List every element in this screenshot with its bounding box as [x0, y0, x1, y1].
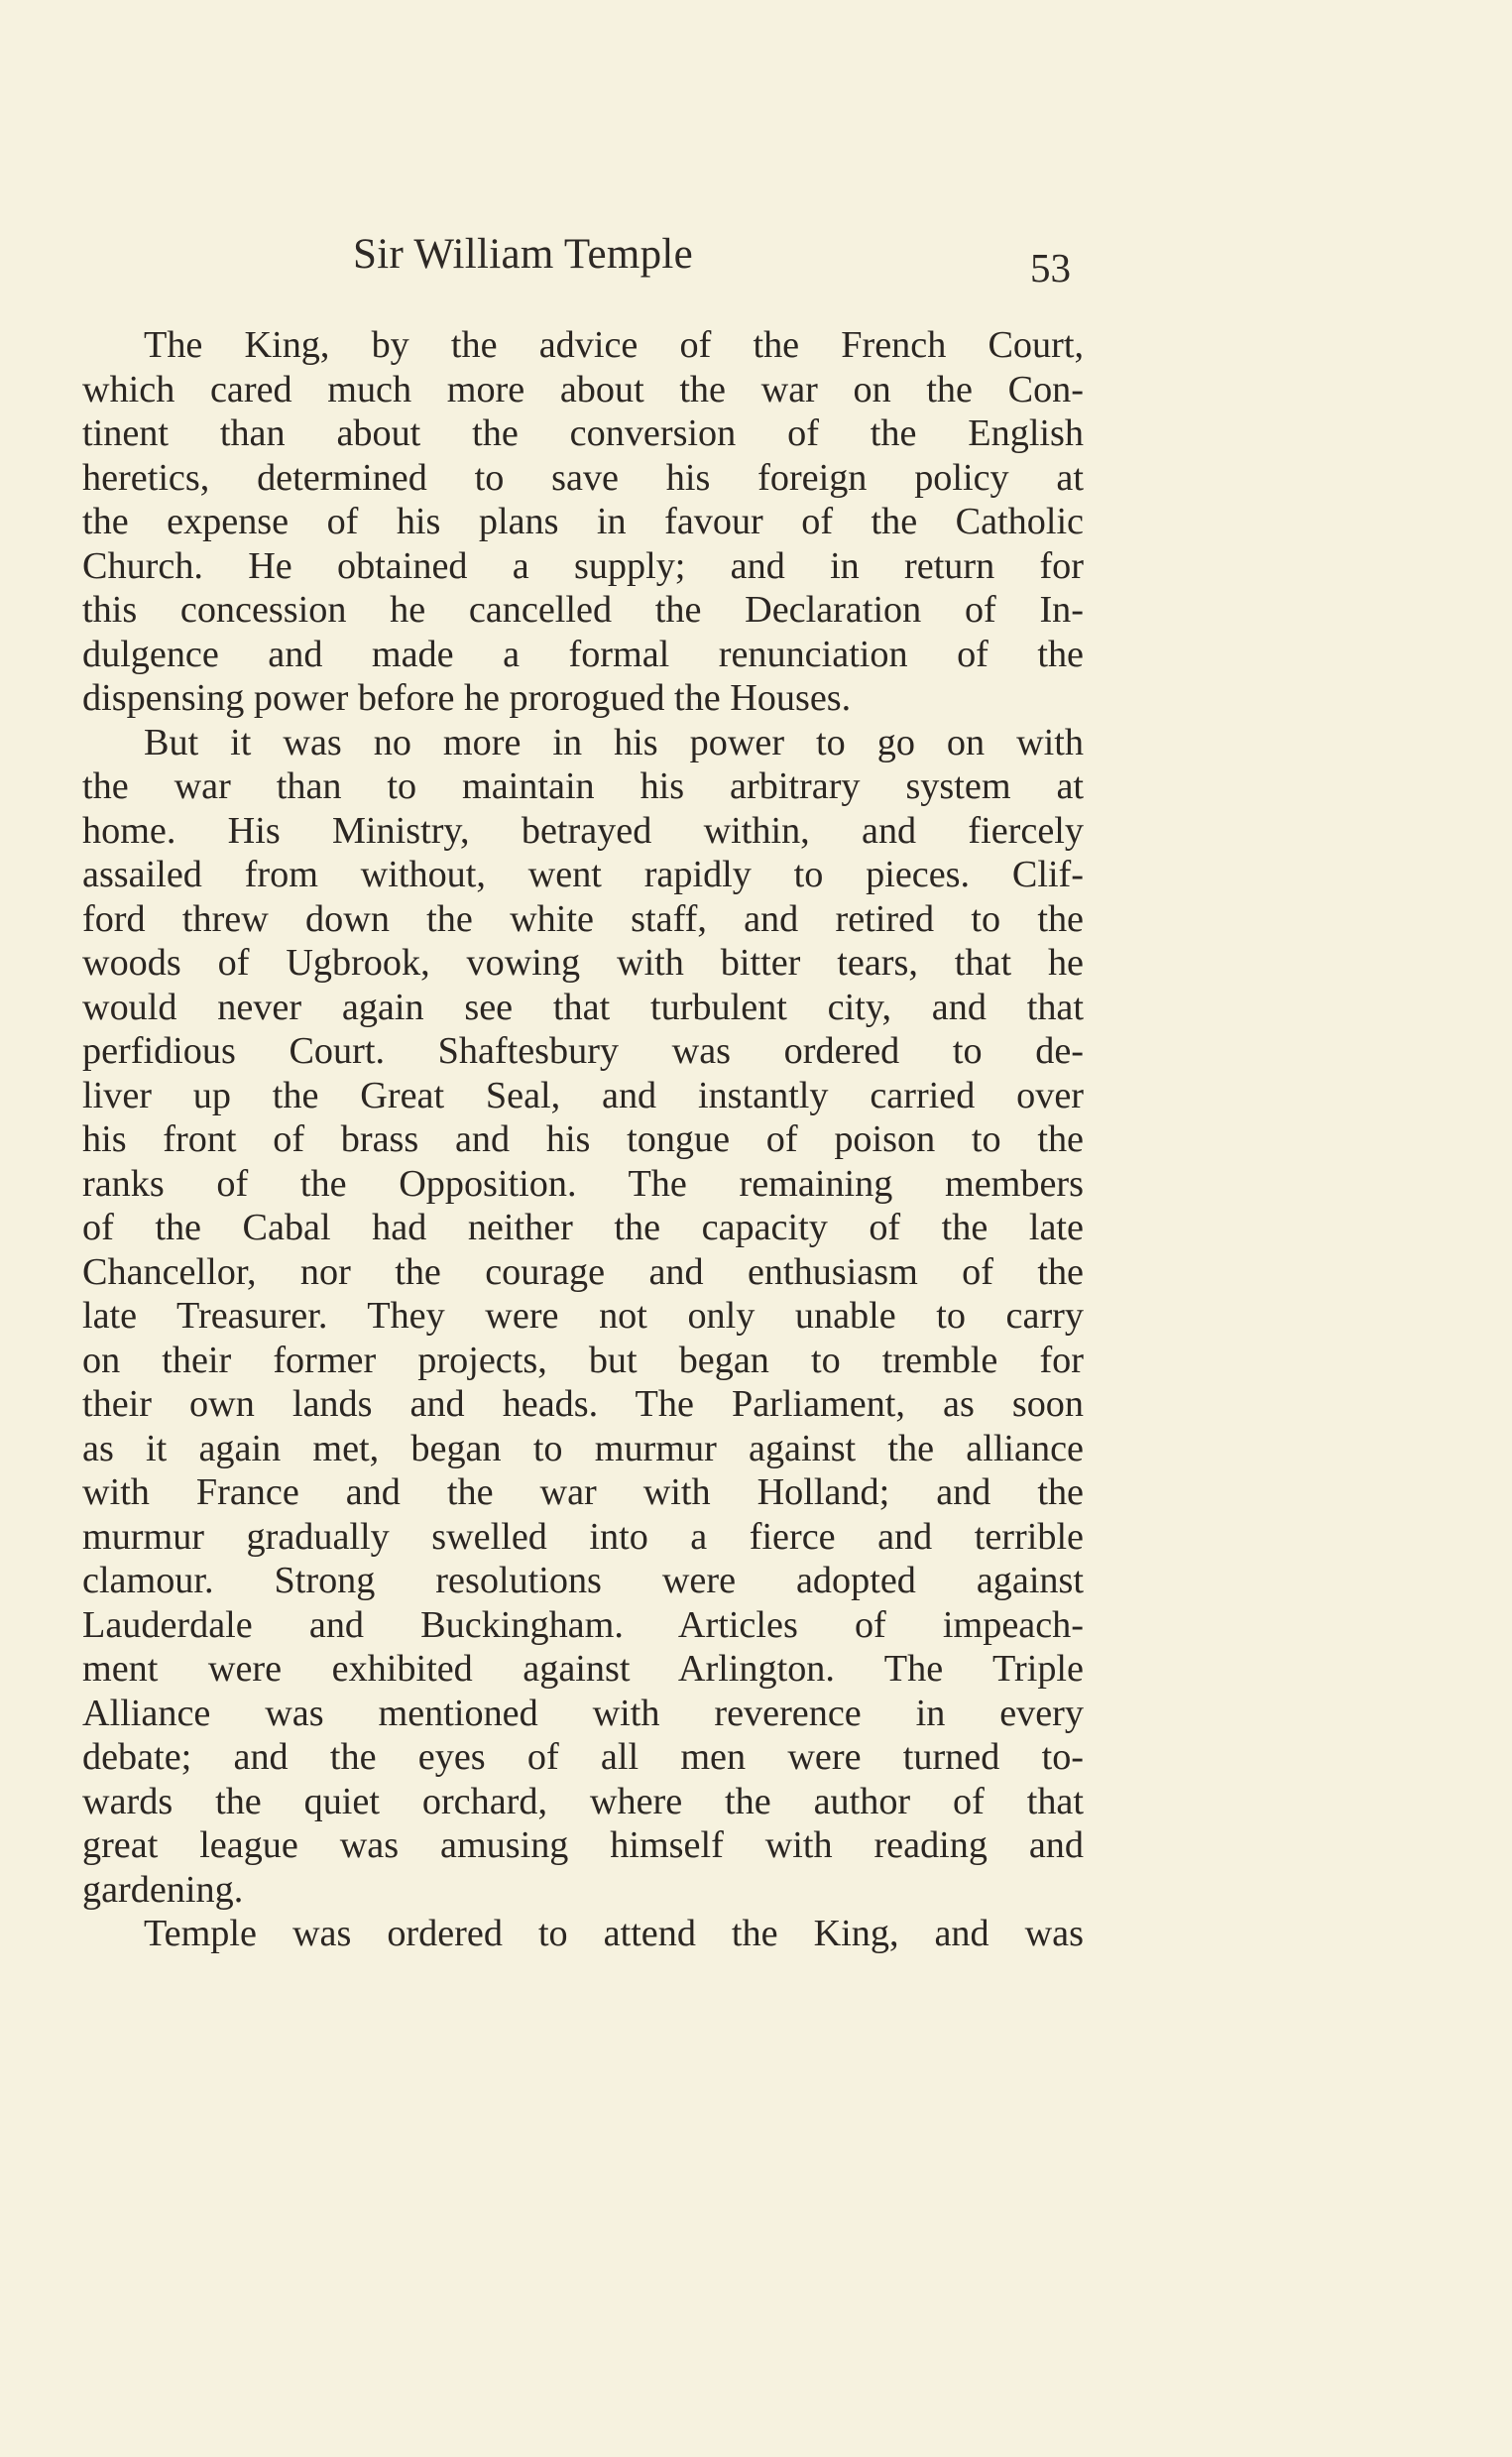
text-line: his front of brass and his tongue of poison to the: [82, 1118, 1084, 1160]
text-line: ranks of the Opposition. The remaining members: [82, 1162, 1084, 1205]
text-line: wards the quiet orchard, where the author of that: [82, 1780, 1084, 1822]
text-line: dulgence and made a formal renunciation of the: [82, 633, 1084, 675]
text-line: clamour. Strong resolutions were adopted against: [82, 1560, 1084, 1601]
text-line: The King, by the advice of the French Court,: [144, 324, 1084, 366]
text-line: Church. He obtained a supply; and in return for: [82, 544, 1084, 587]
body-text: [82, 323, 1084, 1956]
text-line: ford threw down the white staff, and retired to the: [82, 897, 1084, 940]
text-line: But it was no more in his power to go on with: [144, 721, 1084, 763]
text-line: murmur gradually swelled into a fierce and terrible: [82, 1515, 1084, 1558]
text-line: on their former projects, but began to tremble for: [82, 1339, 1084, 1381]
text-line: debate; and the eyes of all men were turned to-: [82, 1736, 1084, 1778]
text-line: woods of Ugbrook, vowing with bitter tears, that he: [82, 942, 1084, 984]
text-line: liver up the Great Seal, and instantly carried over: [82, 1074, 1084, 1116]
text-line: the war than to maintain his arbitrary system at: [82, 765, 1084, 807]
text-line: tinent than about the conversion of the English: [82, 412, 1084, 454]
text-line: with France and the war with Holland; and the: [82, 1471, 1084, 1513]
text-line: Temple was ordered to attend the King, and was: [144, 1913, 1084, 1954]
text-line: Alliance was mentioned with reverence in every: [82, 1692, 1084, 1734]
text-line: heretics, determined to save his foreign policy at: [82, 456, 1084, 499]
text-line: this concession he cancelled the Declaration of In-: [82, 589, 1084, 631]
text-line: great league was amusing himself with reading and: [82, 1824, 1084, 1866]
page-number: 53: [1030, 245, 1071, 291]
text-line: of the Cabal had neither the capacity of the late: [82, 1207, 1084, 1248]
running-head: [337, 230, 1071, 290]
running-title: Sir William Temple: [353, 231, 694, 278]
text-line: which cared much more about the war on the Con-: [82, 368, 1084, 410]
text-line: would never again see that turbulent city, and that: [82, 986, 1084, 1028]
text-line: as it again met, began to murmur against the alliance: [82, 1427, 1084, 1469]
text-line: ment were exhibited against Arlington. The Triple: [82, 1648, 1084, 1690]
text-line: dispensing power before he prorogued the Houses.: [82, 677, 852, 719]
text-line: gardening.: [82, 1868, 244, 1911]
text-line: assailed from without, went rapidly to pieces. Clif-: [82, 854, 1084, 895]
text-line: the expense of his plans in favour of the Catholic: [82, 501, 1084, 542]
text-line: Chancellor, nor the courage and enthusiasm of the: [82, 1250, 1084, 1293]
text-line: late Treasurer. They were not only unable to carry: [82, 1295, 1084, 1337]
text-line: home. His Ministry, betrayed within, and fiercely: [82, 809, 1084, 852]
text-line: perfidious Court. Shaftesbury was ordered to de-: [82, 1030, 1084, 1072]
text-line: Lauderdale and Buckingham. Articles of impeach-: [82, 1603, 1084, 1646]
text-line: their own lands and heads. The Parliament, as soon: [82, 1383, 1084, 1425]
